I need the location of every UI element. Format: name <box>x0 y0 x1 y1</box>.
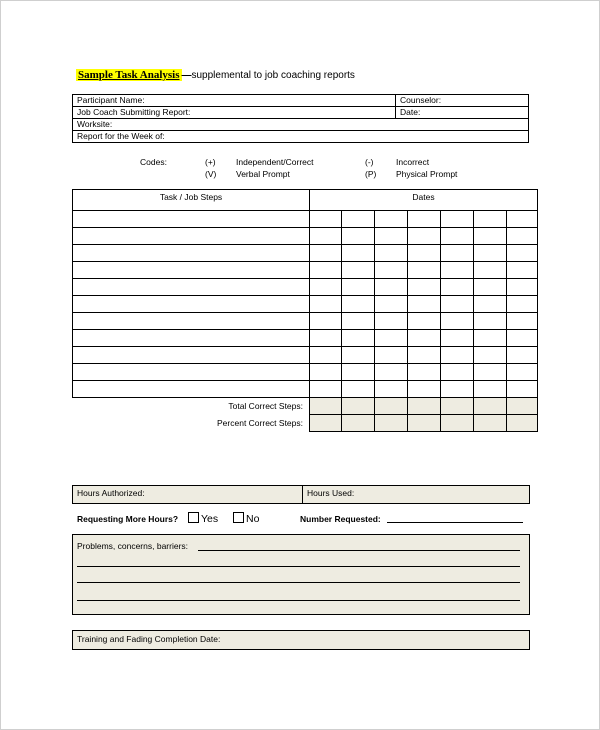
date-cell[interactable] <box>375 364 408 381</box>
task-step-row <box>73 245 538 262</box>
job-coach-field[interactable]: Job Coach Submitting Report: <box>73 107 396 119</box>
task-step-row <box>73 347 538 364</box>
task-step-row <box>73 228 538 245</box>
date-cell[interactable] <box>408 211 441 228</box>
training-completion-field[interactable]: Training and Fading Completion Date: <box>72 630 530 650</box>
problems-box[interactable]: Problems, concerns, barriers: <box>72 534 530 615</box>
date-cell[interactable] <box>342 296 375 313</box>
summary-cell[interactable] <box>310 398 342 415</box>
date-cell[interactable] <box>342 211 375 228</box>
date-cell[interactable] <box>507 262 538 279</box>
yes-checkbox[interactable]: Yes <box>188 512 218 525</box>
date-cell[interactable] <box>408 364 441 381</box>
task-step-row <box>73 262 538 279</box>
hours-authorized-field[interactable]: Hours Authorized: <box>72 485 305 504</box>
requesting-hours-label: Requesting More Hours? <box>77 514 179 524</box>
date-cell[interactable] <box>342 245 375 262</box>
date-cell[interactable] <box>474 211 507 228</box>
date-cell[interactable] <box>375 313 408 330</box>
summary-cell[interactable] <box>507 398 538 415</box>
total-correct-row <box>73 398 538 415</box>
date-cell[interactable] <box>342 381 375 398</box>
date-cell[interactable] <box>310 211 342 228</box>
checkbox-icon <box>188 512 199 523</box>
summary-cell[interactable] <box>375 398 408 415</box>
counselor-field[interactable]: Counselor: <box>396 95 529 107</box>
summary-cell[interactable] <box>342 415 375 432</box>
task-step-row <box>73 330 538 347</box>
form-title <box>76 69 355 81</box>
date-cell[interactable] <box>507 313 538 330</box>
date-cell[interactable] <box>310 313 342 330</box>
task-steps-header: Task / Job Steps <box>73 190 310 211</box>
date-cell[interactable] <box>310 228 342 245</box>
date-cell[interactable] <box>441 211 474 228</box>
problems-line[interactable] <box>77 566 520 567</box>
number-requested-label: Number Requested: <box>300 514 381 524</box>
summary-cell[interactable] <box>375 415 408 432</box>
task-step-cell[interactable] <box>73 245 310 262</box>
code-symbols-right: (-) (P) <box>365 157 377 179</box>
date-cell[interactable] <box>507 211 538 228</box>
date-cell[interactable] <box>474 228 507 245</box>
problems-line[interactable] <box>198 550 520 551</box>
report-week-field[interactable]: Report for the Week of: <box>73 131 529 143</box>
title-subtitle: supplemental to job coaching reports <box>191 70 355 81</box>
date-cell[interactable] <box>408 381 441 398</box>
date-cell[interactable] <box>375 211 408 228</box>
summary-cell[interactable] <box>474 398 507 415</box>
date-cell[interactable] <box>441 347 474 364</box>
date-cell[interactable] <box>507 330 538 347</box>
task-step-cell[interactable] <box>73 262 310 279</box>
participant-info-table <box>72 94 529 143</box>
date-cell[interactable] <box>441 279 474 296</box>
date-cell[interactable] <box>375 296 408 313</box>
task-step-row <box>73 313 538 330</box>
dates-header: Dates <box>310 190 538 211</box>
date-cell[interactable] <box>474 330 507 347</box>
date-cell[interactable] <box>375 347 408 364</box>
date-cell[interactable] <box>507 381 538 398</box>
date-cell[interactable] <box>408 330 441 347</box>
summary-cell[interactable] <box>310 415 342 432</box>
title-dash: — <box>181 70 192 81</box>
date-cell[interactable] <box>408 279 441 296</box>
task-step-cell[interactable] <box>73 330 310 347</box>
date-cell[interactable] <box>441 245 474 262</box>
date-cell[interactable] <box>310 330 342 347</box>
date-cell[interactable] <box>474 364 507 381</box>
task-step-cell[interactable] <box>73 296 310 313</box>
date-cell[interactable] <box>408 347 441 364</box>
task-analysis-table <box>72 189 538 432</box>
participant-name-field[interactable]: Participant Name: <box>73 95 396 107</box>
task-step-cell[interactable] <box>73 313 310 330</box>
percent-correct-row <box>73 415 538 432</box>
date-cell[interactable] <box>474 279 507 296</box>
task-step-row <box>73 279 538 296</box>
summary-cell[interactable] <box>441 398 474 415</box>
date-cell[interactable] <box>441 296 474 313</box>
date-cell[interactable] <box>375 279 408 296</box>
task-step-cell[interactable] <box>73 347 310 364</box>
code-symbols-left: (+) (V) <box>205 157 217 179</box>
worksite-field[interactable]: Worksite: <box>73 119 529 131</box>
date-cell[interactable] <box>342 313 375 330</box>
date-cell[interactable] <box>441 313 474 330</box>
date-cell[interactable] <box>310 364 342 381</box>
task-step-cell[interactable] <box>73 381 310 398</box>
date-cell[interactable] <box>408 262 441 279</box>
date-cell[interactable] <box>507 245 538 262</box>
number-requested-input[interactable] <box>387 522 523 523</box>
date-cell[interactable] <box>408 296 441 313</box>
summary-cell[interactable] <box>408 415 441 432</box>
date-cell[interactable] <box>474 262 507 279</box>
task-step-row <box>73 296 538 313</box>
date-cell[interactable] <box>375 330 408 347</box>
total-correct-label: Total Correct Steps: <box>228 401 303 412</box>
problems-line[interactable] <box>77 600 520 601</box>
date-cell[interactable] <box>507 279 538 296</box>
date-cell[interactable] <box>441 364 474 381</box>
task-step-cell[interactable] <box>73 228 310 245</box>
percent-correct-label: Percent Correct Steps: <box>217 418 303 428</box>
date-cell[interactable] <box>375 228 408 245</box>
date-cell[interactable] <box>375 245 408 262</box>
problems-line[interactable] <box>77 582 520 583</box>
date-field[interactable]: Date: <box>396 107 529 119</box>
date-cell[interactable] <box>441 262 474 279</box>
date-cell[interactable] <box>342 228 375 245</box>
summary-cell[interactable] <box>408 398 441 415</box>
summary-cell[interactable] <box>474 415 507 432</box>
date-cell[interactable] <box>342 347 375 364</box>
date-cell[interactable] <box>342 364 375 381</box>
summary-cell[interactable] <box>441 415 474 432</box>
date-cell[interactable] <box>310 262 342 279</box>
date-cell[interactable] <box>310 296 342 313</box>
date-cell[interactable] <box>310 279 342 296</box>
date-cell[interactable] <box>507 228 538 245</box>
date-cell[interactable] <box>342 330 375 347</box>
task-step-cell[interactable] <box>73 211 310 228</box>
date-cell[interactable] <box>342 262 375 279</box>
summary-cell[interactable] <box>342 398 375 415</box>
date-cell[interactable] <box>408 245 441 262</box>
date-cell[interactable] <box>441 381 474 398</box>
task-step-cell[interactable] <box>73 279 310 296</box>
checkbox-icon <box>233 512 244 523</box>
date-cell[interactable] <box>474 296 507 313</box>
date-cell[interactable] <box>408 313 441 330</box>
date-cell[interactable] <box>441 330 474 347</box>
task-step-cell[interactable] <box>73 364 310 381</box>
code-meanings-right: Incorrect Physical Prompt <box>396 157 458 179</box>
codes-label: Codes: <box>140 157 167 167</box>
date-cell[interactable] <box>310 245 342 262</box>
task-step-row <box>73 364 538 381</box>
no-checkbox[interactable]: No <box>233 512 259 525</box>
summary-cell[interactable] <box>507 415 538 432</box>
date-cell[interactable] <box>375 381 408 398</box>
date-cell[interactable] <box>474 347 507 364</box>
hours-used-field[interactable]: Hours Used: <box>302 485 530 504</box>
date-cell[interactable] <box>474 245 507 262</box>
title-highlight: Sample Task Analysis <box>78 69 180 81</box>
date-cell[interactable] <box>507 364 538 381</box>
date-cell[interactable] <box>310 347 342 364</box>
date-cell[interactable] <box>441 228 474 245</box>
task-step-row <box>73 211 538 228</box>
date-cell[interactable] <box>375 262 408 279</box>
date-cell[interactable] <box>507 296 538 313</box>
date-cell[interactable] <box>474 313 507 330</box>
date-cell[interactable] <box>507 347 538 364</box>
date-cell[interactable] <box>408 228 441 245</box>
date-cell[interactable] <box>474 381 507 398</box>
date-cell[interactable] <box>342 279 375 296</box>
task-step-row <box>73 381 538 398</box>
code-meanings-left: Independent/Correct Verbal Prompt <box>236 157 314 179</box>
date-cell[interactable] <box>310 381 342 398</box>
